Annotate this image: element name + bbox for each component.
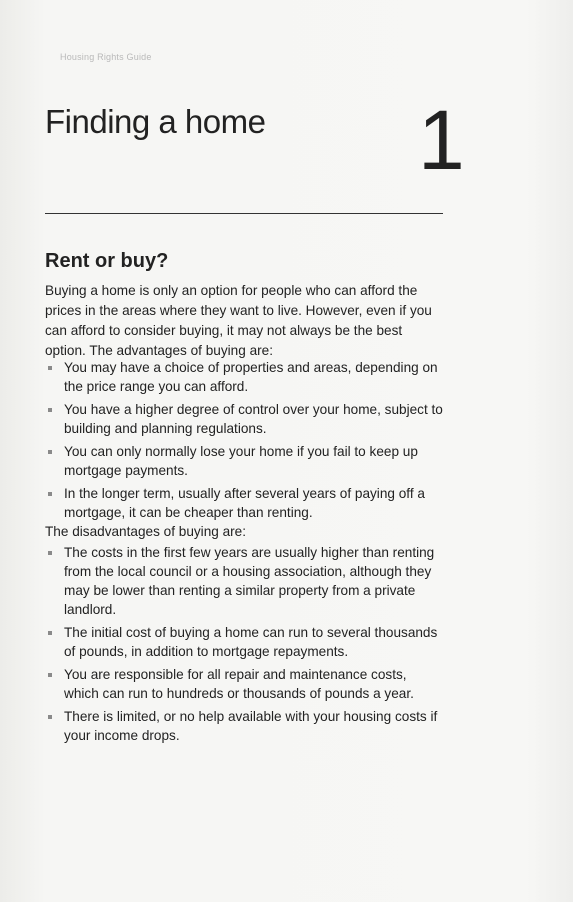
bullet-icon — [48, 408, 52, 412]
list-item — [45, 543, 445, 619]
list-item — [45, 623, 445, 661]
list-item — [45, 484, 445, 522]
list-item-text: There is limited, or no help available with your housing costs if your income drops. — [64, 709, 438, 743]
list-item — [45, 665, 445, 703]
running-head: Housing Rights Guide — [60, 52, 152, 62]
bullet-icon — [48, 673, 52, 677]
bullet-icon — [48, 631, 52, 635]
list-item-text: You may have a choice of properties and areas, depending on the price range you can afford. — [64, 360, 438, 394]
list-item — [45, 707, 445, 745]
bullet-icon — [48, 366, 52, 370]
list-item-text: You are responsible for all repair and maintenance costs, which can run to hundreds or thousands of pounds a year. — [64, 667, 414, 701]
list-item-text: You can only normally lose your home if you fail to keep up mortgage payments. — [64, 444, 418, 478]
chapter-divider — [45, 213, 443, 214]
advantages-list — [45, 358, 445, 526]
disadvantages-heading: The disadvantages of buying are: — [45, 524, 247, 539]
list-item — [45, 400, 445, 438]
list-item — [45, 442, 445, 480]
bullet-icon — [48, 492, 52, 496]
bullet-icon — [48, 715, 52, 719]
chapter-title: Finding a home — [45, 103, 266, 140]
list-item-text: The costs in the first few years are usually higher than renting from the local council or a housing association, although they may be lower than renting a similar property from a private landlord. — [64, 545, 435, 617]
section-title: Rent or buy? — [45, 250, 169, 272]
bullet-icon — [48, 551, 52, 555]
intro-paragraph: Buying a home is only an option for people who can afford the prices in the areas where they want to live. However, even if you can afford to consider buying, it may not always be the best option. The advantages of buying are: — [45, 283, 432, 358]
bullet-icon — [48, 450, 52, 454]
disadvantages-list — [45, 543, 445, 749]
list-item-text: The initial cost of buying a home can run to several thousands of pounds, in addition to mortgage repayments. — [64, 625, 438, 659]
list-item-text: In the longer term, usually after several years of paying off a mortgage, it can be cheaper than renting. — [64, 486, 425, 520]
list-item-text: You have a higher degree of control over your home, subject to building and planning regulations. — [64, 402, 443, 436]
chapter-number: 1 — [418, 93, 465, 187]
list-item — [45, 358, 445, 396]
